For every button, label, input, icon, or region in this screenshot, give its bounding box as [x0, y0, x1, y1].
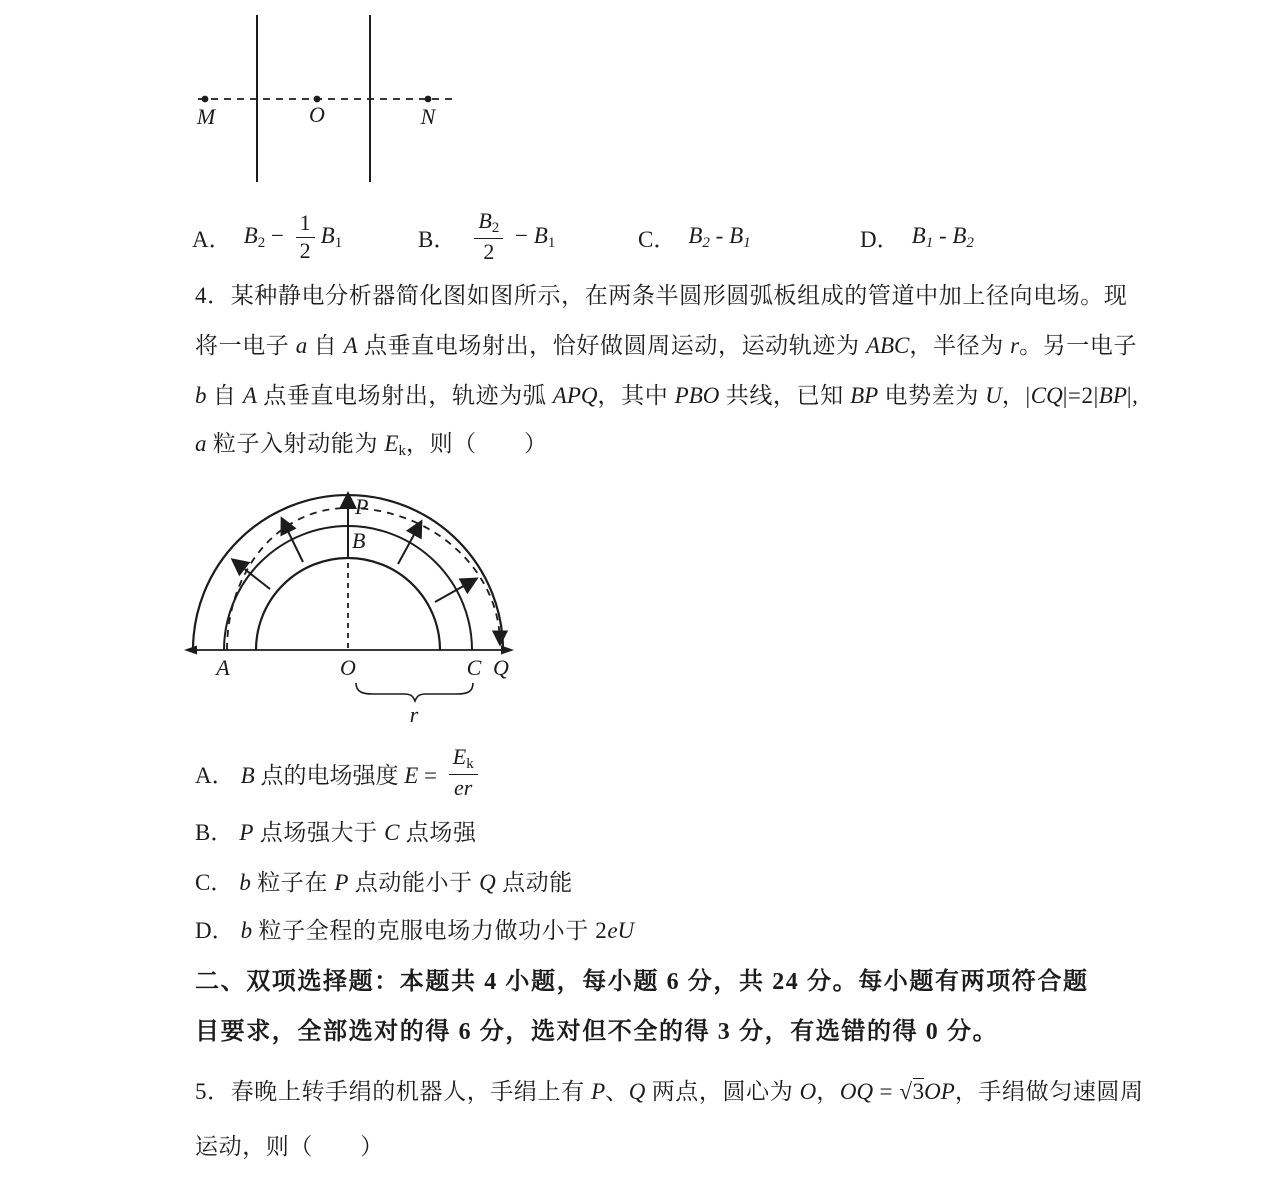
- radius-brace: [356, 683, 473, 701]
- radial-arrow-upper-left: [282, 519, 303, 562]
- option-math: $B_1$: [320, 222, 343, 251]
- radial-arrow-upper-right: [398, 522, 421, 564]
- analyzer-figure: [180, 470, 530, 740]
- option-label: D．: [195, 918, 235, 943]
- option-text: b 粒子在 P 点动能小于 Q 点动能: [239, 870, 573, 895]
- section2-header-line-1: 二、双项选择题：本题共 4 小题，每小题 6 分，共 24 分。每小题有两项符合题: [195, 969, 1089, 995]
- option-math: B2 - B1: [688, 222, 751, 251]
- fraction-denominator: 2: [483, 239, 495, 265]
- option-text: B 点的电场强度 E =: [240, 762, 443, 788]
- fraction-denominator: er: [454, 775, 473, 801]
- option-math: B1 - B2: [911, 222, 974, 251]
- baseline-arrow-left: [184, 646, 197, 655]
- radial-arrow-left: [233, 560, 270, 589]
- q4-option-c: [195, 868, 573, 898]
- option-math: $B_2$ −: [243, 222, 290, 251]
- q4-line-1: 4．某种静电分析器简化图如图所示，在两条半圆形圆弧板组成的管道中加上径向电场。现: [195, 283, 1128, 308]
- plates-figure: [190, 10, 470, 190]
- point-c-label: C: [466, 655, 482, 680]
- q3-option-a: [192, 208, 342, 266]
- point-o-label: O: [340, 655, 356, 680]
- fraction-numerator: 1: [296, 211, 315, 238]
- option-label: A．: [195, 762, 235, 788]
- q3-option-b: [418, 208, 555, 266]
- fraction-numerator: $E_k$: [449, 745, 478, 775]
- fraction-denominator: 2: [299, 237, 311, 263]
- point-p-label: P: [355, 494, 369, 519]
- q4-option-b: [195, 818, 477, 848]
- option-label: B．: [195, 820, 234, 845]
- q5-line-2: 运动，则（ ）: [195, 1134, 384, 1159]
- q3-option-d: [860, 208, 974, 266]
- point-o-label: O: [309, 102, 325, 127]
- option-label: B．: [418, 226, 457, 252]
- option-math: − $B_1$: [509, 222, 556, 251]
- q4-line-2: 将一电子 a 自 A 点垂直电场射出，恰好做圆周运动，运动轨迹为 ABC，半径为 r。另一电子: [195, 333, 1138, 358]
- point-q-label: Q: [493, 655, 509, 680]
- point-m-dot: [202, 96, 209, 103]
- point-n-dot: [425, 96, 432, 103]
- radius-label: r: [409, 702, 419, 727]
- fraction-numerator: $B_2$: [474, 209, 503, 239]
- fraction: [449, 745, 478, 800]
- option-label: D．: [860, 226, 900, 252]
- point-m-label: M: [196, 104, 216, 129]
- option-text: P 点场强大于 C 点场强: [239, 820, 477, 845]
- option-label: C．: [638, 226, 677, 252]
- fraction: [474, 209, 503, 264]
- option-text: b 粒子全程的克服电场力做功小于 2eU: [240, 918, 635, 943]
- radial-arrow-right: [435, 579, 476, 602]
- point-n-label: N: [420, 104, 436, 129]
- option-label: C．: [195, 870, 234, 895]
- point-a-label: A: [216, 655, 230, 680]
- q5-line-1: 5．春晚上转手绢的机器人，手绢上有 P、Q 两点，圆心为 O，OQ = √3OP，手绢做匀速圆周: [195, 1079, 1144, 1104]
- q4-option-a: [195, 744, 484, 802]
- q4-option-d: [195, 916, 634, 946]
- option-label: A．: [192, 226, 232, 252]
- q3-option-c: [638, 208, 751, 266]
- q4-line-4: a 粒子入射动能为 $E_k$，则（ ）: [195, 431, 548, 459]
- q4-line-3: b 自 A 点垂直电场射出，轨迹为弧 APQ，其中 PBO 共线，已知 BP 电势差为 U，|CQ|=2|BP|,: [195, 383, 1139, 408]
- section2-header-line-2: 目要求，全部选对的得 6 分，选对但不全的得 3 分，有选错的得 0 分。: [195, 1019, 999, 1045]
- fraction: [296, 211, 315, 263]
- point-b-label: B: [352, 528, 366, 553]
